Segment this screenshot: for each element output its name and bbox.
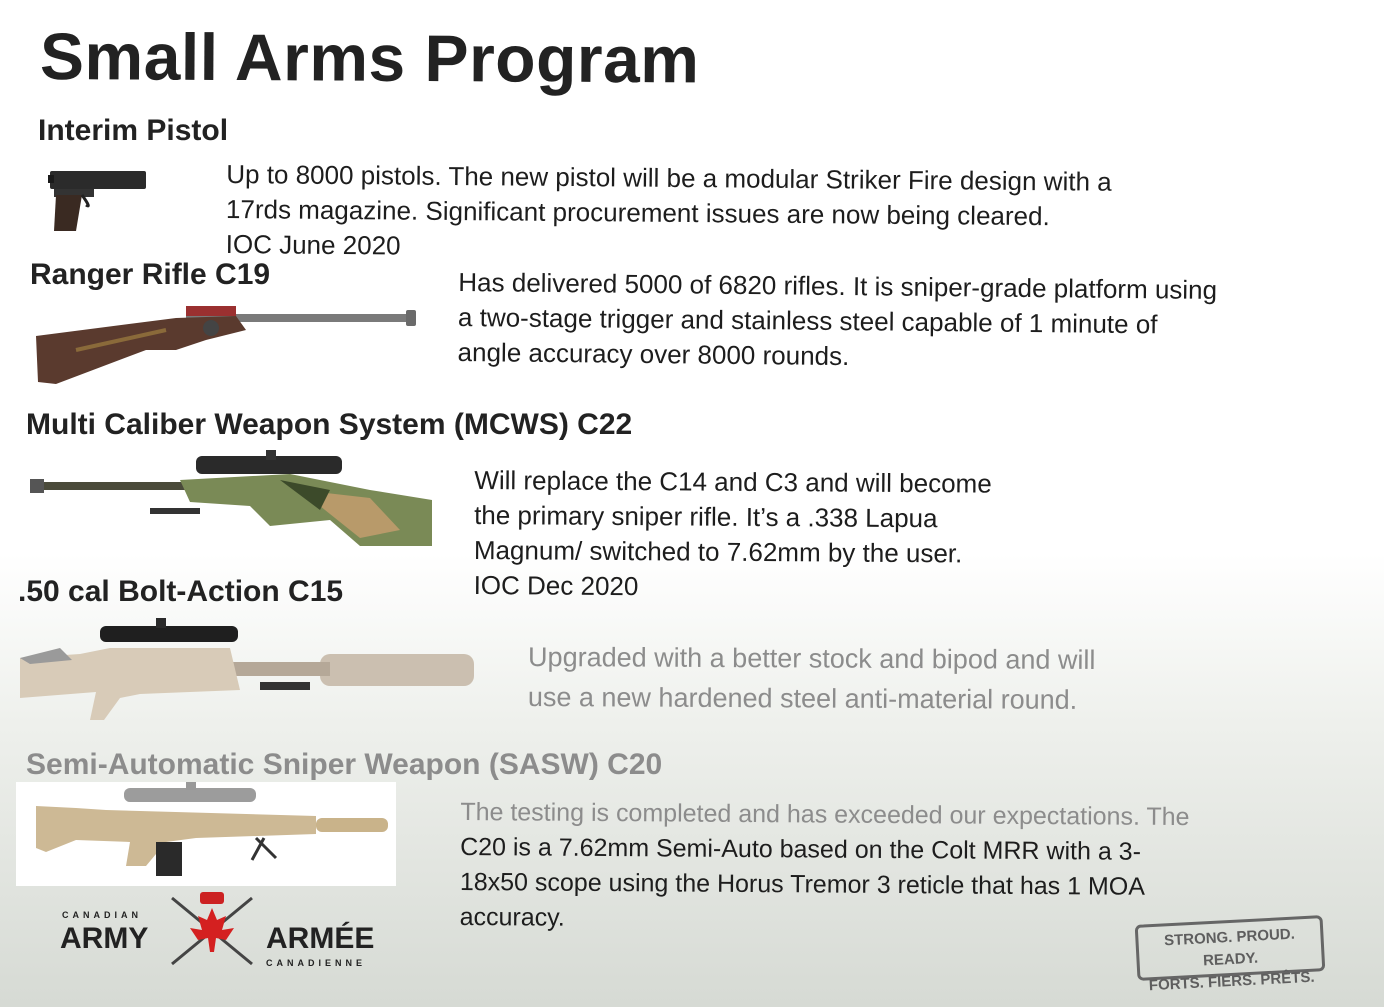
c20-rifle-image: [16, 782, 396, 886]
c19-heading: Ranger Rifle C19: [30, 258, 271, 291]
c22-line-3: Magnum/ switched to 7.62mm by the user.: [473, 534, 963, 569]
c22-description: [474, 463, 992, 607]
c15-rifle-image: [20, 618, 476, 728]
c15-line-1: Upgraded with a better stock and bipod and will: [528, 642, 1096, 675]
c22-line-1: Will replace the C14 and C3 and will become: [474, 465, 992, 499]
c15-description: [528, 637, 1096, 720]
logo-canadian-text: CANADIAN: [62, 910, 142, 920]
c22-line-4: IOC Dec 2020: [473, 569, 639, 602]
stamp-line-french: FORTS. FIERS. PRÊTS.: [1148, 968, 1316, 995]
pistol-line-1: Up to 8000 pistols. The new pistol will be a modular Striker Fire design with a: [226, 159, 1112, 197]
c15-heading: .50 cal Bolt-Action C15: [18, 575, 344, 608]
c19-line-3: angle accuracy over 8000 rounds.: [457, 336, 850, 372]
c19-rifle-image: [36, 300, 418, 386]
c22-line-2: the primary sniper rifle. It’s a .338 Lapua: [474, 500, 938, 534]
c19-description: [457, 265, 1217, 378]
c20-line-2: C20 is a 7.62mm Semi-Auto based on the Colt MRR with a 3-: [460, 833, 1142, 866]
maple-leaf-crossed-swords-icon: [164, 892, 260, 972]
logo-armee-text: ARMÉE: [266, 922, 375, 955]
stamp-line-english: STRONG. PROUD. READY.: [1163, 925, 1296, 970]
pistol-image: [46, 165, 150, 233]
strong-proud-ready-stamp: [1135, 915, 1326, 995]
c20-line-4: accuracy.: [459, 902, 565, 932]
c20-description: [460, 795, 1190, 940]
canadian-army-logo: [60, 910, 390, 980]
c22-heading: Multi Caliber Weapon System (MCWS) C22: [26, 408, 633, 441]
c20-line-3: 18x50 scope using the Horus Tremor 3 reticle that has 1 MOA: [459, 867, 1146, 901]
c20-heading: Semi-Automatic Sniper Weapon (SASW) C20: [26, 748, 663, 781]
pistol-heading: Interim Pistol: [38, 114, 229, 147]
logo-army-text: ARMY: [60, 922, 149, 955]
page-title: Small Arms Program: [39, 19, 700, 97]
c15-line-2: use a new hardened steel anti-material round.: [527, 681, 1078, 715]
pistol-description: [226, 157, 1112, 270]
c20-line-1: The testing is completed and has exceeded our expectations. The: [460, 798, 1190, 832]
pistol-line-2: 17rds magazine. Significant procurement issues are now being cleared.: [225, 194, 1050, 232]
c19-line-1: Has delivered 5000 of 6820 rifles. It is sniper-grade platform using: [458, 267, 1218, 305]
c22-rifle-image: [30, 450, 434, 550]
pistol-line-3: IOC June 2020: [225, 228, 401, 261]
logo-canadienne-text: CANADIENNE: [266, 958, 367, 968]
c19-line-2: a two-stage trigger and stainless steel capable of 1 minute of: [457, 302, 1158, 340]
